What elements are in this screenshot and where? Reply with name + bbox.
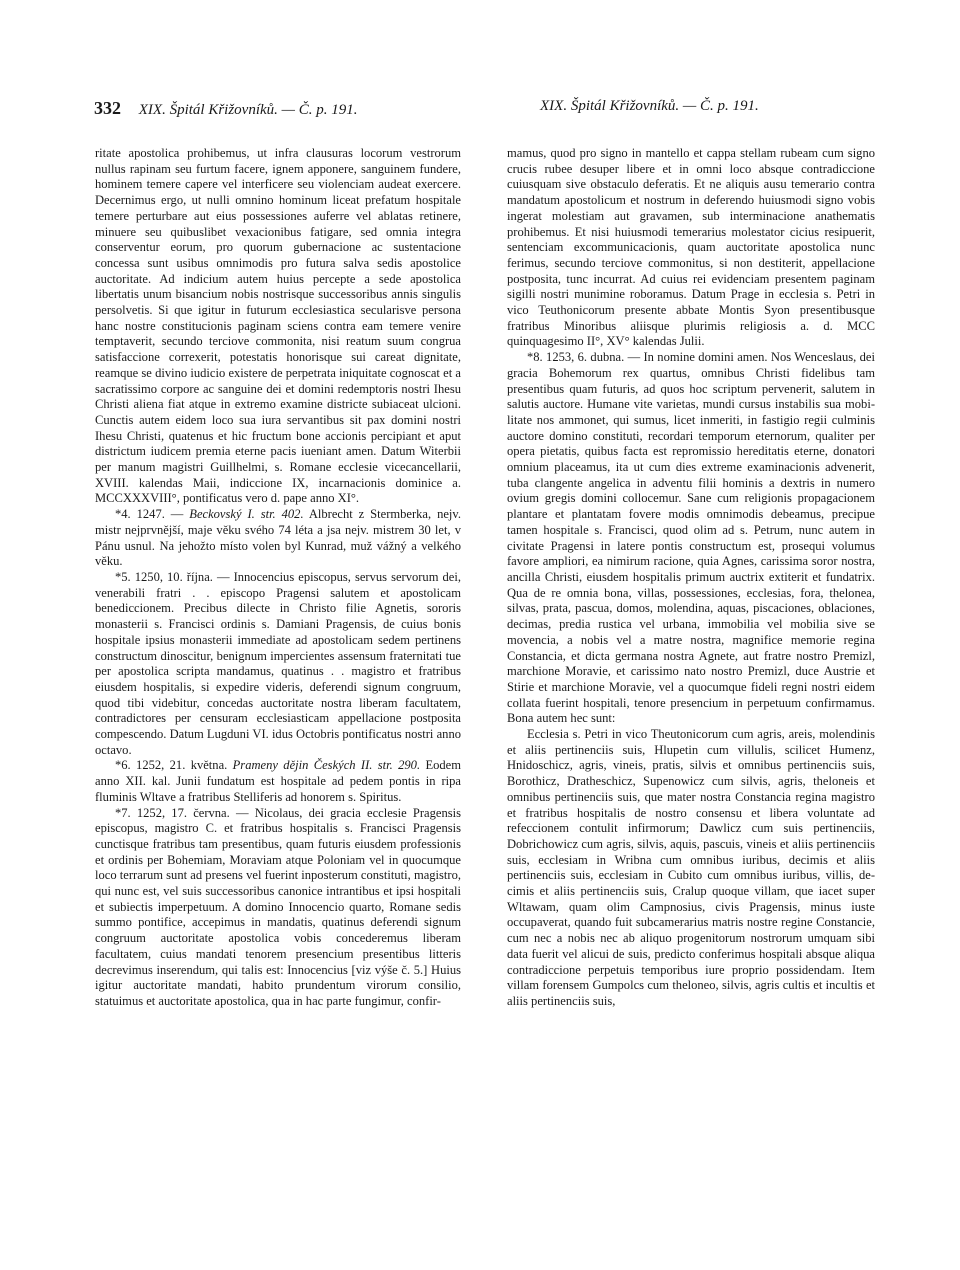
entry-head: *6. 1252, 21. května.: [115, 758, 233, 773]
right-column: [507, 146, 875, 1010]
paragraph: ritate apostolica prohibemus, ut infra clausuras locorum vestrorum nullus rapinam seu furtum facere, ignem apponere, sanguinem fundere, hominem temere capere vel interficere seu violenciam audeat exercere. Decernimus ergo, ut nulli omnino hominum liceat prefatum hospitale temere perturbare aut eius possessiones auferre vel ablatas retinere, minuere seu quibuslibet vexacionibus fatigare, sed omnia integra conserventur eorum, pro quorum gubernacione ac sustentacione concessa sunt usibus omnimodis pro futura salva sedis apostolice auctoritate. Ad indicium autem huius percepte a sede apostolica libertatis unum bisancium nobis nostrisque successoribus annis singulis persolvetis. Si que igitur in futurum ecclesiastica secularisve persona hanc nostre constitucionis paginam sciens contra eam temere venire temptaverit, secundo terciove commonita, nisi reatum suum congrua satisfaccione correxerit, potestatis honorisque sui careat dignitate, reamque se divino iudicio existere de perpetrata iniquitate cognoscat et a sacratissimo corpore ac sanguine dei et domini redemptoris nostri Ihesu Christi aliena fiat atque in extremo examine districte subiaceat ulcioni. Cunctis autem eidem loco sua iura servantibus sit pax domini nostri Ihesu Christi, quatenus et hic fructum bone accionis percipiant et aput districtum iudicem premia eterne pacis iueniant amen. Datum Witerbii per manum magistri Guillhelmi, s. Romane ecclesie vicecancellarii, XVIII. kalendas Maii, indiccione IX, incarnacionis dominice a. MCCXXXVIII°, pontificatus vero d. pape anno XI°.: [95, 146, 461, 506]
entry-head: *4. 1247. —: [115, 507, 190, 522]
paragraph: mamus, quod pro signo in mantello et cappa stellam rubeam cum signo crucis rubee desuper libere et in omni loco absque contradiccione cuiusquam sive obstaculo deferatis. Et ne aliquis ausu temerario contra mandatum apostolicum et nostrum in deferendo huiusmodi signo vobis ingerat molestiam aut gravamen, sub interminacione anathematis prohibemus. Et nisi huiusmodi temerarius molestator cicius resipuerit, sentenciam excommunicacionis, quam auctoritate apostolica nunc ferimus, secundo terciove commonitus, si non destiterit, appellacione postposita, tunc incurrat. Ad cuius rei evidenciam presentem paginam sigilli nostri munimine roboramus. Datum Prage in ecclesia s. Petri in vico Teuthonicorum presente abbate Montis Syon presentibusque fratribus Minoribus aliisque plurimis religiosis a. d. MCC quinquagesimo II°, XV° kalendas Julii.: [507, 146, 875, 349]
citation: Prameny dějin Českých II. str. 290.: [232, 758, 421, 773]
left-column: [95, 146, 461, 1010]
entry-text: Albrecht z Stermberka, nejv. mistr nejprvnější, maje věku svého 74 léta a jsa nejv. mistrem 30 let, v Pánu usnul. Na jehožto místo volen byl Kunrad, muž vážný a velkého věku.: [95, 507, 462, 569]
entry-6: [95, 758, 461, 805]
header-right: [540, 98, 880, 122]
paragraph: Ecclesia s. Petri in vico Theutonicorum cum agris, areis, molendinis et aliis pertinenciis suis, Hlupetin cum villulis, scilicet Humenz, Hnidoschicz, agris, vineis, pratis, silvis et omnibus pertinenciis suis, Borothicz, Dratheschicz, Supenowicz cum silvis, agris, thelonеis et omnibus pertinenciis suis, que mater nostra Constancia regina magistro et fratribus hospitalis de nostro consensu et libera voluntate ad refeccionem contulit infirmorum; Dawlicz cum suis pertinenciis, Dobrichowicz cum agris, silvis, aquis, pascuis, vineis et aliis pertinenciis suis, ecclesiam in Wribna cum omnibus iuribus, decimis et aliis pertinenciis suis, ecclesiam in Cubito cum omnibus iuribus, villis, decimis et aliis pertinenciis suis, Cralup quoque villam, que iacet super Wltawam, quam olim Campnosius, civis Pragensis, minus iuste occupaverat, quando fuit subcamerarius matris nostre regine Constancie, cum nec a nobis nec ab aliquo progenitorum nostrorum umquam sibi data fuerit vel alicui de suis, predicto conferimus hospitali absque aliqua contradiccione perpetuis temporibus iure proprio possidendam. Item villam forensem Gumpolcs cum theloneo, silvis, agris cultis et incultis et aliis pertinenciis suis,: [507, 727, 875, 1008]
entry-5: *5. 1250, 10. října. — Innocencius episcopus, servus servorum dei, venerabili fratri . . episcopo Pragensi salutem et apostolicam benediccionem. Precibus dilecte in Christo filie Agnetis, sororis monasterii s. Francisci ordinis s. Damiani Pragensis, de cuius bonis hospitale ipsius monasterii immediate ad apostolicam sedem pertinens constructum dinoscitur, benignum impercientes assensum fraternitati tue per apostolica scripta mandamus, quatinus . . magistro et fratribus eiusdem hospitalis, si expedire videris, deferendi signum congruum, quod tibi videbitur, concedas auctoritate nostra liberam facultatem, contradictores per censuram ecclesiasticam appellacione postposita compescendo. Datum Lugduni VI. idus Octobris pontificatus nostri anno octavo.: [95, 569, 461, 757]
entry-8: *8. 1253, 6. dubna. — In nomine domini amen. Nos Wenceslaus, dei gracia Bohemorum rex quartus, omnibus Christi fidelibus tam presentibus quam futuris, ad quos hoc scriptum pervenerit, salutem in salutis auctore. Humane vite varietas, mundi cursus instabilis sua mobilitate nos ammonet, qui sumus, licet inmeriti, in fastigio regii culminis auctore domino constituti, recordari temporum eternorum, qualiter per opera pietatis, quibus facta est repromissio hereditatis eterne, donatori omnium placeamus, ita ut cum dies extreme examinacionis advenerit, tuba clangente angelica in adventu filii hominis a dextris in numero ovium gregis domini collocemur. Sane cum religionis propagacionem plantare et plantatam fovere modis omnimodis debeamus, precipue tamen hospitale s. Francisci, quod olim ad s. Petrum, nunc autem in civitate Pragensi in latere pontis constructum est, prosequi volumus favore ampliori, ea nimirum racione, quia Agnes, carissima soror nostra, ancilla Christi, eiusdem hospitalis primum auctrix extiterit et fundatrix. Qua de re omnia bona, villas, possessiones, ecclesias, fora, theloneа, silvas, prata, pascua, domos, molendina, aquas, piscaciones, oblaciones, decimas, predia rustica vel urbana, immobilia vel mobilia sive se movencia, a nobis vel a matre nostra, magnifice memorie regina Constancia, et dicta germana nostra Agnete, aut fratre nostro Premizl, marchione Moravie, et carissimo nato nostro Premizl, duce Austrie et Stirie et marchione Moravie, vel a quocumque fideli regni nostri eidem collata fuerint hospitali, tenore presencium in perpetuum confirmamus. Bona autem hec sunt:: [507, 350, 875, 726]
entry-text: Eodem anno XII. kal. Junii fundatum est hospitale ad pedem pontis in ripa fluminis Wltave a fratribus Stelliferis ad honorem s. Spiritus.: [95, 758, 461, 804]
header-left: [94, 98, 474, 122]
page-number: 332: [94, 98, 121, 118]
running-title-left: XIX. Špitál Křižovníků. — Č. p. 191.: [138, 102, 358, 118]
entry-7: *7. 1252, 17. června. — Nicolaus, dei gracia ecclesie Pragensis episcopus, magistro C. et fratribus hospitalis s. Francisci Pragensis cunctisque fratribus tam presentibus, quam futuris eiusdem professionis et ordinis per Bohemiam, Moraviam atque Poloniam vel in quocumque loco terrarum sunt ad presens vel fuerint inposterum constituti, magistro, qui nunc est, vel suis successoribus canonice intrantibus et ipsi hospitali et subiectis imperpetuum. A domino Innocencio quarto, Romane sedis summo pontifice, accepimus in mandatis, quatinus deferendi signum congruum auctoritate apostolica vobis concederemus liberam facultatem, cuius mandati tenorem presencium presentibus litteris decrevimus inserendum, qui talis est: Innocencius [viz výše č. 5.] Huius igitur auctoritate mandati, habito prundentum virorum consilio, statuimus et auctoritate apostolica, qua in hac parte fungimur, confir-: [95, 805, 461, 1008]
citation: Beckovský I. str. 402.: [189, 507, 304, 522]
entry-4: [95, 507, 461, 570]
running-title-right: XIX. Špitál Křižovníků. — Č. p. 191.: [540, 98, 759, 114]
